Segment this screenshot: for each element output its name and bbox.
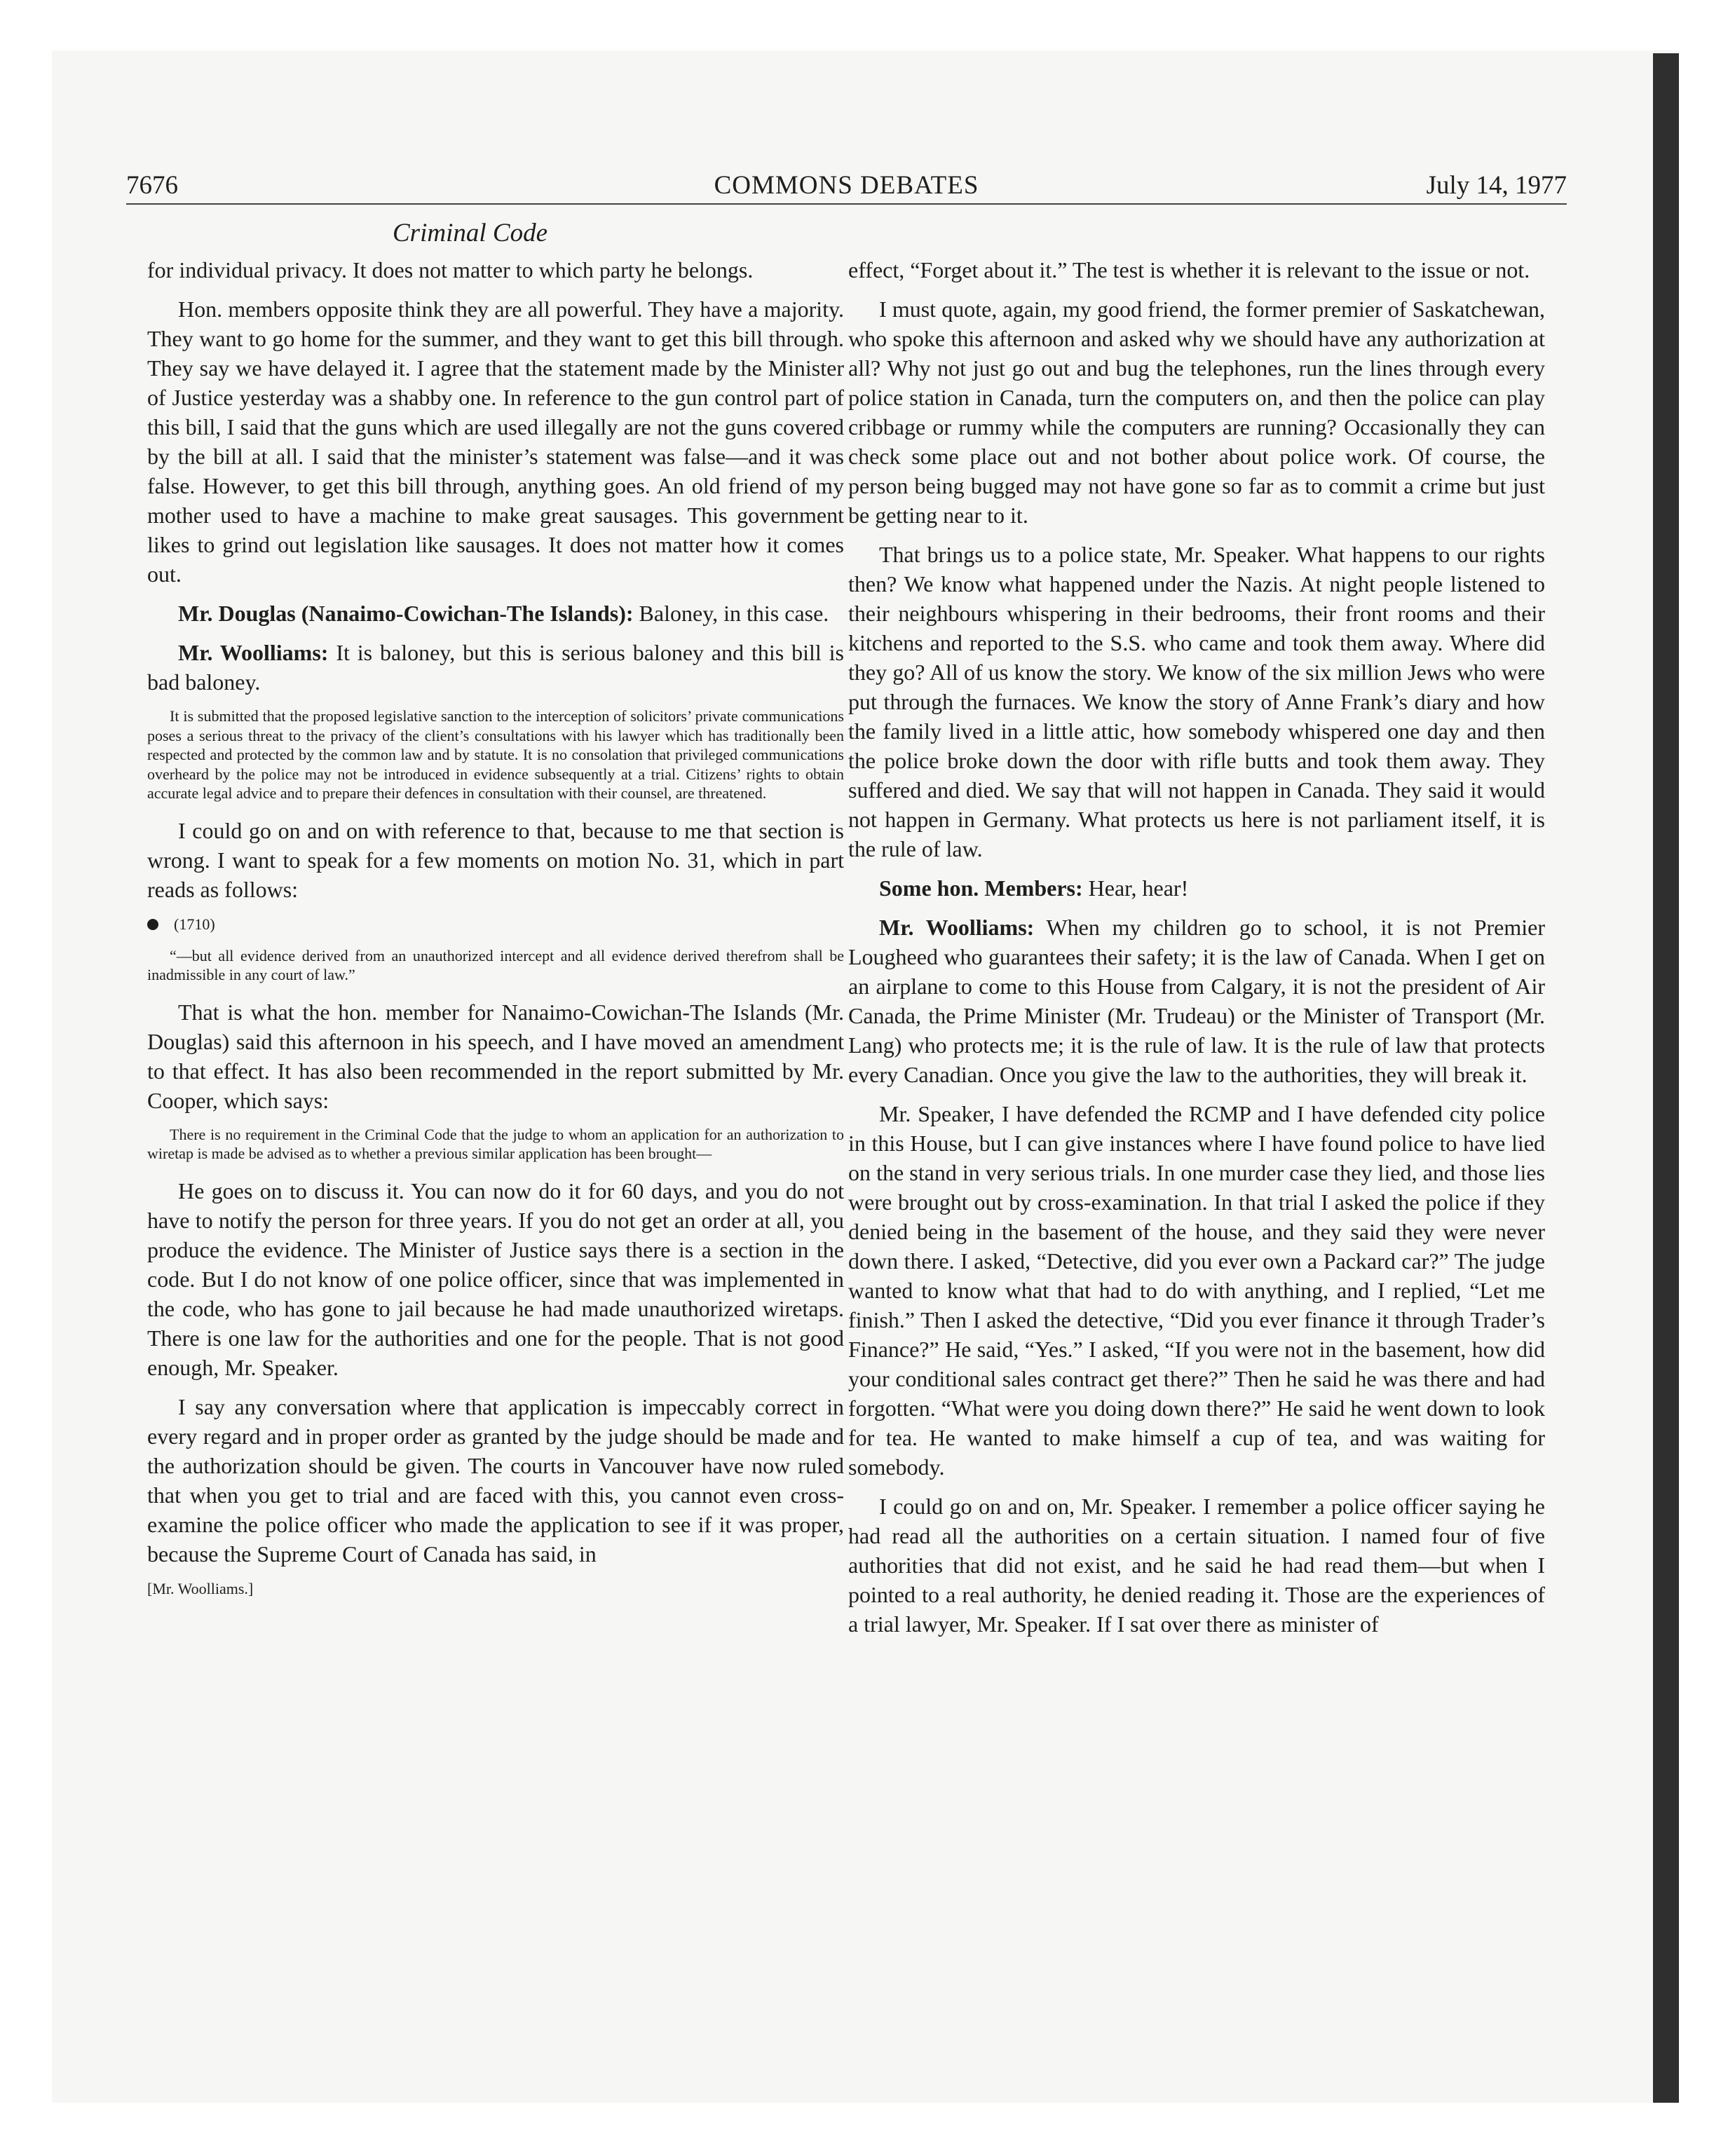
paragraph: That is what the hon. member for Nanaimo-Cowichan-The Islands (Mr. Douglas) said this afternoon in his speech, and I have moved an amendment to that effect. It has also been recommended in the report submitted by Mr. Cooper, which says:	[147, 999, 844, 1113]
paragraph: I say any conversation where that application is impeccably correct in every regard and in proper order as granted by the judge should be made and the authorization should be given. The courts in Vancouver have now ruled that when you get to trial and are faced with this, you cannot even cross-examine the police officer who made the application to see if it was proper, because the Supreme Court of Canada has said, in	[147, 1393, 844, 1567]
paragraph: I could go on and on with reference to that, because to me that section is wrong. I want to speak for a few moments on motion No. 31, which in part reads as follows:	[147, 817, 844, 902]
page-number: 7676	[126, 171, 178, 200]
speech-text: Baloney, in this case.	[633, 601, 829, 626]
page-date: July 14, 1977	[1426, 171, 1567, 200]
scan-binding-edge	[1653, 53, 1679, 2103]
speaker-paragraph	[147, 638, 844, 697]
paragraph: for individual privacy. It does not matter to which party he belongs.	[147, 257, 754, 282]
speaker-attribution: [Mr. Woolliams.]	[147, 1579, 254, 1597]
paragraph: I could go on and on, Mr. Speaker. I remember a police officer saying he had read all the authorities on a certain situation. I named four of five authorities that did not exist, and he said he had read them—but when I pointed to a real authority, he denied reading it. Those are the experiences of a trial lawyer, Mr. Speaker. If I sat over there as minister of	[848, 1494, 1545, 1637]
scan-margin-right	[1679, 0, 1735, 2156]
block-quote: “—but all evidence derived from an unauthorized intercept and all evidence derived therefrom shall be inadmissible in any court of law.”	[147, 946, 844, 983]
section-title: Criminal Code	[393, 219, 547, 247]
speaker-name: Mr. Woolliams:	[879, 915, 1035, 940]
scan-margin-bottom	[0, 2103, 1735, 2156]
speaker-paragraph	[848, 913, 1545, 1089]
header-rule	[126, 203, 1567, 205]
left-column	[147, 255, 844, 1599]
speech-text: When my children go to school, it is not Premier Lougheed who guarantees their safety; it is the law of Canada. When I get on an airplane to come to this House from Calgary, it is not the president of Air Canada, the Prime Minister (Mr. Trudeau) or the Minister of Transport (Mr. Lang) who protects me; it is the rule of law. It is the rule of law that protects every Canadian. Once you give the law to the authorities, they will break it.	[848, 915, 1546, 1087]
block-quote: There is no requirement in the Criminal Code that the judge to whom an application for an authorization to wiretap is made be advised as to whether a previous similar application has been brought—	[147, 1125, 844, 1162]
speech-text: Hear, hear!	[1082, 875, 1189, 901]
scan-margin-top	[0, 0, 1735, 50]
speaker-name: Some hon. Members:	[879, 875, 1083, 901]
paragraph: Hon. members opposite think they are all powerful. They have a majority. They want to go home for the summer, and they want to get this bill through. They say we have delayed it. I agree that the statement made by the Minister of Justice yesterday was a shabby one. In reference to the gun control part of this bill, I said that the guns which are used illegally are not the guns covered by the bill at all. I said that the minister’s statement was false—and it was false. However, to get this bill through, anything goes. An old friend of my mother used to have a machine to make great sausages. This government likes to grind out legislation like sausages. It does not matter how it comes out.	[147, 296, 844, 587]
paragraph: He goes on to discuss it. You can now do it for 60 days, and you do not have to notify the person for three years. If you do not get an order at all, you produce the evidence. The Minister of Justice says there is a section in the code. But I do not know of one police officer, since that was implemented in the code, who has gone to jail because he had made unauthorized wiretaps. There is one law for the authorities and one for the people. That is not good enough, Mr. Speaker.	[147, 1178, 844, 1380]
paragraph: effect, “Forget about it.” The test is whether it is relevant to the issue or not.	[848, 257, 1530, 282]
right-column	[848, 255, 1545, 1649]
bullet-icon	[147, 919, 158, 930]
speaker-name: Mr. Woolliams:	[178, 640, 329, 665]
speaker-paragraph	[147, 599, 844, 628]
speech-text: It is baloney, but this is serious baloney and this bill is bad baloney.	[147, 640, 845, 695]
block-quote: It is submitted that the proposed legislative sanction to the interception of solicitors’ private communications poses a serious threat to the privacy of the client’s consultations with his lawyer which has traditionally been respected and protected by the common law and by statute. It is no consolation that privileged communications overheard by the police may not be introduced in evidence subsequently at a trial. Citizens’ rights to obtain accurate legal advice and to prepare their defences in consultation with their counsel, are threatened.	[147, 707, 844, 802]
time-stamp	[147, 914, 844, 935]
speaker-paragraph	[848, 873, 1545, 903]
scan-margin-left	[0, 0, 52, 2156]
paragraph: That brings us to a police state, Mr. Speaker. What happens to our rights then? We know what happened under the Nazis. At night people listened to their neighbours whispering in their bedrooms, their front rooms and their kitchens and reported to the S.S. who came and took them away. Where did they go? All of us know the story. We know of the six million Jews who were put through the furnaces. We know the story of Anne Frank’s diary and how the family lived in a little attic, how somebody whispered one day and then the police broke down the door with rifle butts and took them away. They suffered and died. We say that will not happen in Canada. They said it would not happen in Germany. What protects us here is not parliament itself, it is the rule of law.	[848, 542, 1545, 861]
publication-title: COMMONS DEBATES	[714, 171, 979, 200]
time-stamp-text: (1710)	[174, 915, 215, 933]
speaker-name: Mr. Douglas (Nanaimo-Cowichan-The Islands):	[178, 601, 634, 626]
running-head	[126, 168, 1567, 203]
paragraph: Mr. Speaker, I have defended the RCMP and I have defended city police in this House, but I can give instances where I have found police to have lied on the stand in very serious trials. In one murder case they lied, and those lies were brought out by cross-examination. In that trial I asked the police if they denied being in the basement of the house, and they said they were never down there. I asked, “Detective, did you ever own a Packard car?” The judge wanted to know what that had to do with anything, and I replied, “Let me finish.” Then I asked the detective, “Did you ever finance it through Trader’s Finance?” He said, “Yes.” I asked, “If you were not in the basement, how did your conditional sales contract get there?” Then he said he was there and had forgotten. “What were you doing down there?” He said he went down to look for tea. He wanted to make himself a cup of tea, and was waiting for somebody.	[848, 1101, 1545, 1480]
paragraph: I must quote, again, my good friend, the former premier of Saskatchewan, who spoke this afternoon and asked why we should have any authorization at all? Why not just go out and bug the telephones, run the lines through every police station in Canada, turn the computers on, and then the police can play cribbage or rummy while the computers are running? Occasionally they can check some place out and not bother about police work. Of course, the person being bugged may not have gone so far as to commit a crime but just be getting near to it.	[848, 296, 1545, 528]
